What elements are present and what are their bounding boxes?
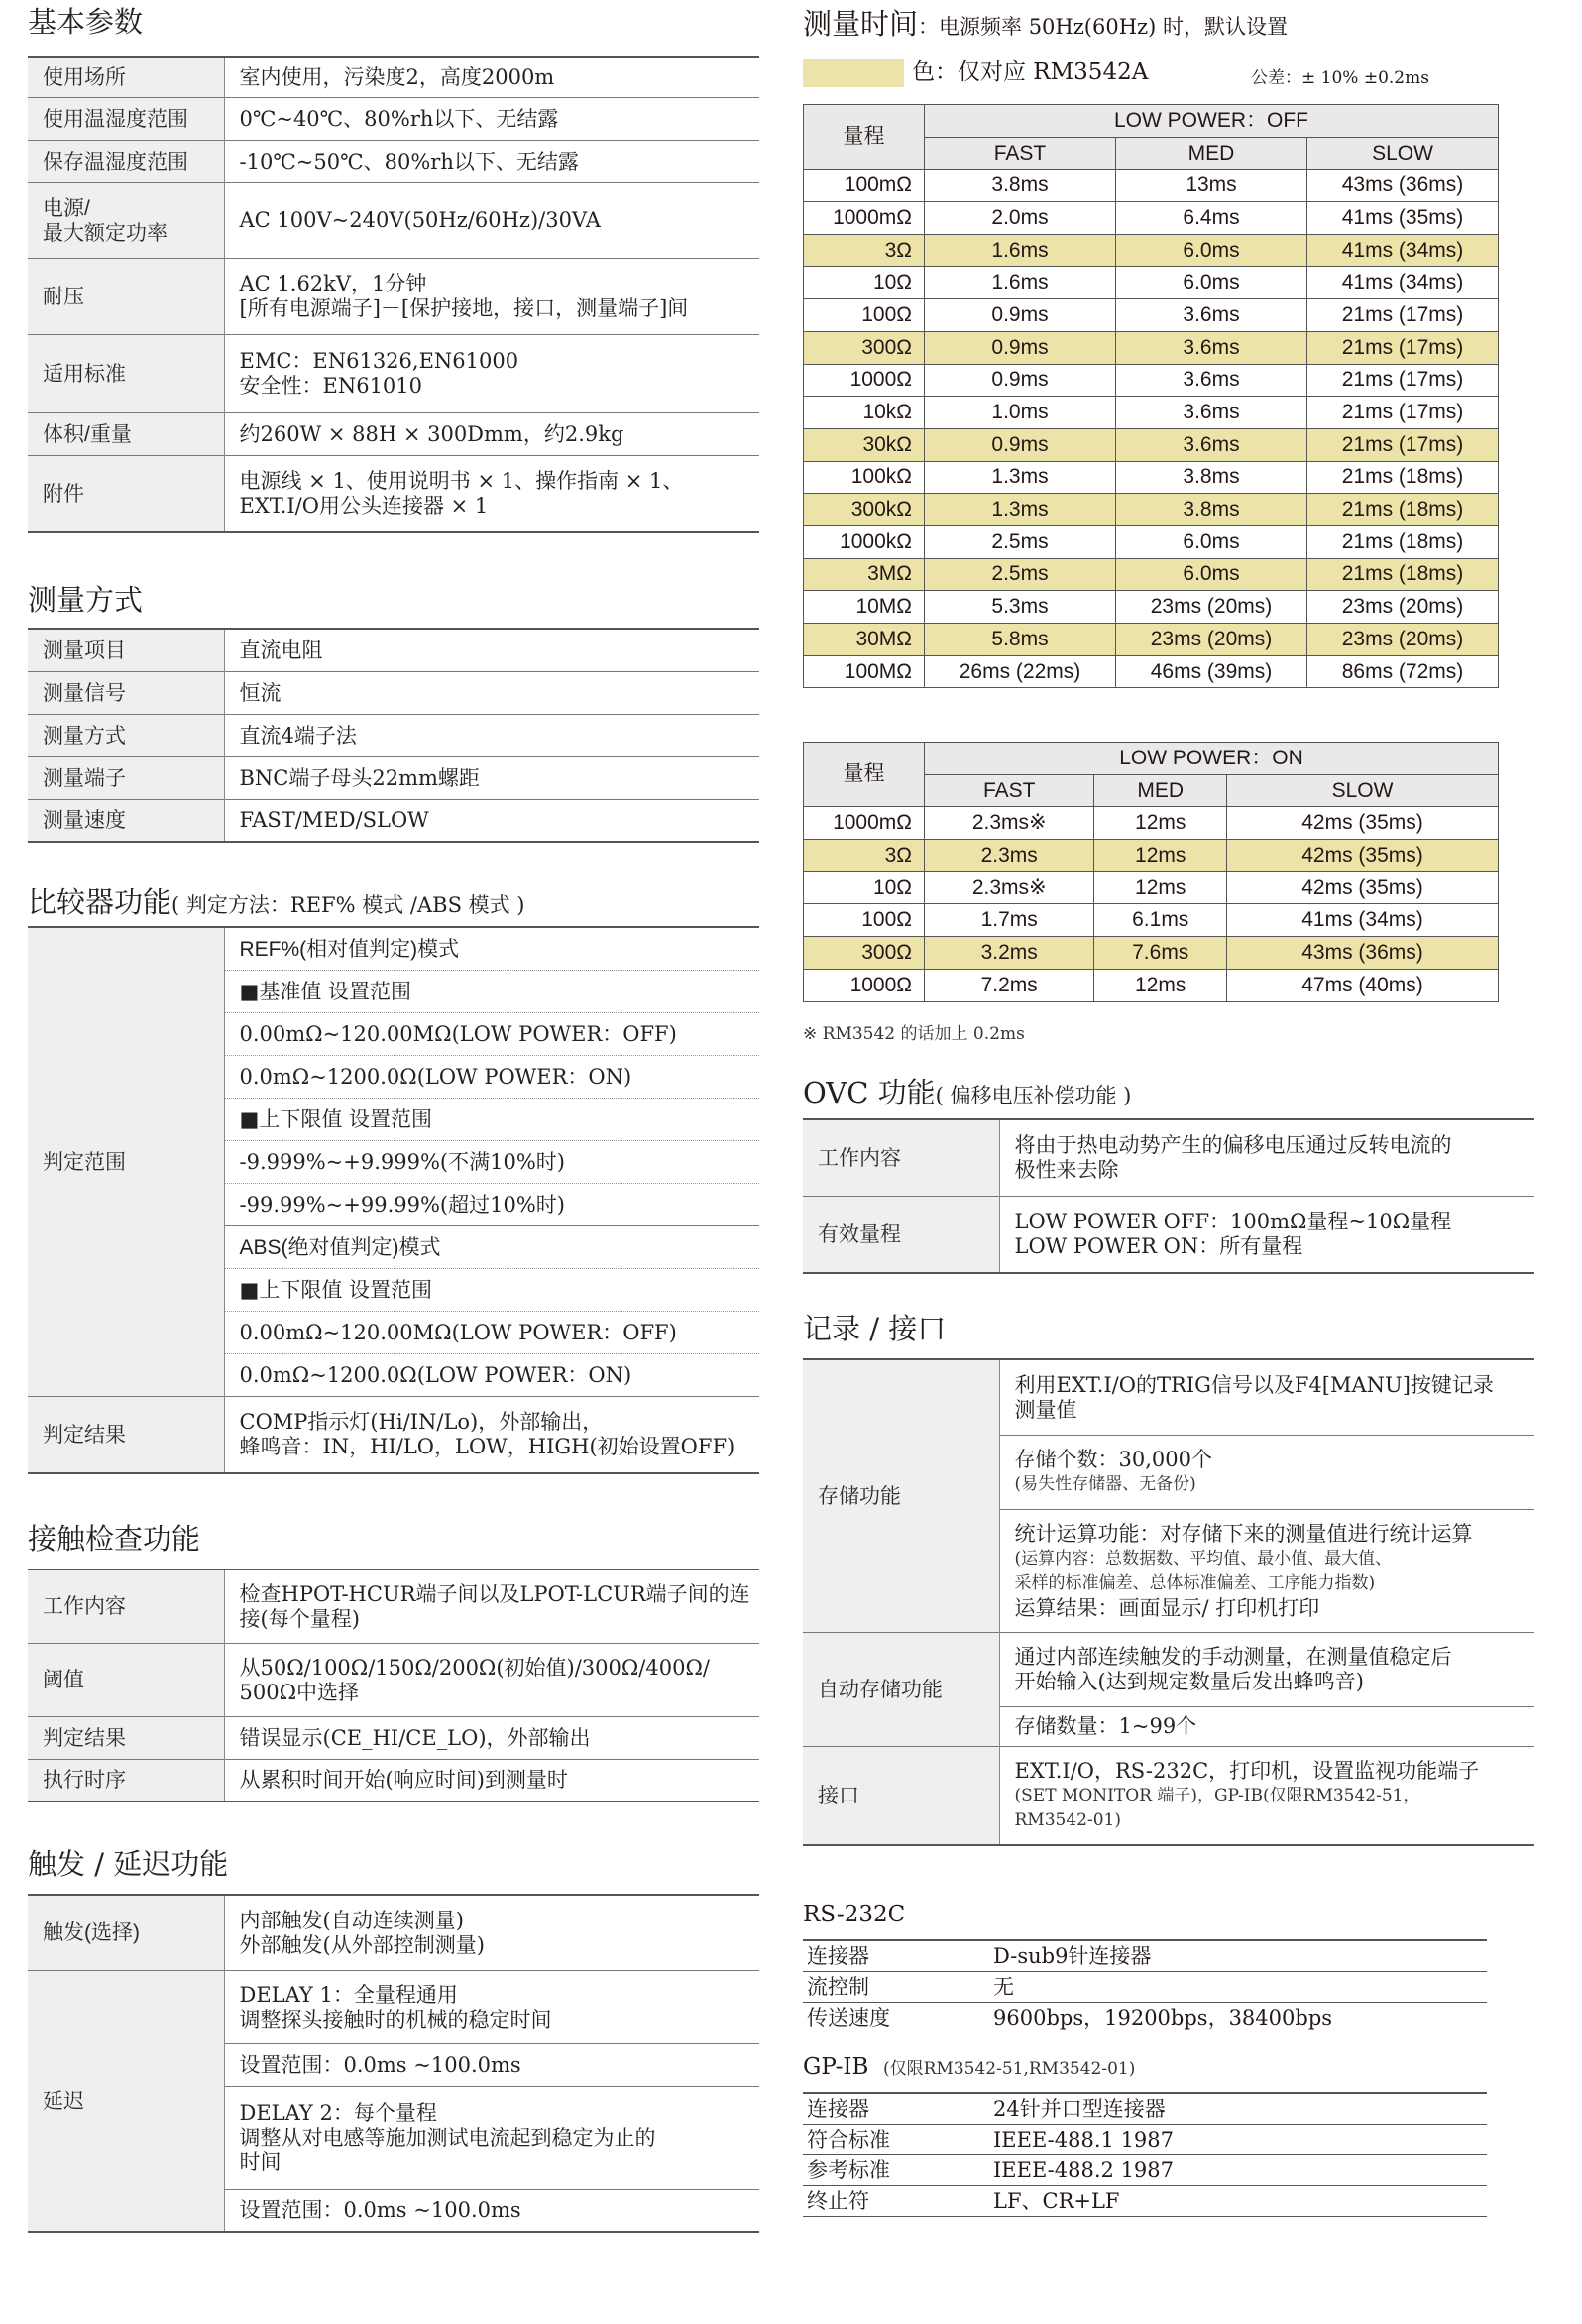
- row-label: 电源/ 最大额定功率: [28, 182, 224, 258]
- range-line: 0.0mΩ~1200.0Ω(LOW POWER：ON): [224, 1353, 759, 1396]
- time-cell: 41ms (34ms): [1227, 904, 1499, 937]
- section-title-comparator: 比较器功能( 判定方法：REF% 模式 /ABS 模式 ): [28, 885, 525, 919]
- time-cell: 6.1ms: [1094, 904, 1227, 937]
- row-value: AC 1.62kV，1分钟 [所有电源端子]－[保护接地，接口，测量端子]间: [224, 258, 759, 334]
- basic-params-section: [28, 0, 759, 533]
- timing-row: [804, 331, 1499, 364]
- timing-row: [804, 969, 1499, 1001]
- col-fast: FAST: [925, 137, 1116, 170]
- timing-table-on: [803, 742, 1499, 1002]
- time-cell: 21ms (17ms): [1307, 299, 1499, 332]
- range-cell: 10Ω: [804, 267, 925, 299]
- row-value: LOW POWER OFF：100mΩ量程~10Ω量程 LOW POWER ON：所有量程: [999, 1196, 1534, 1273]
- row-value: D-sub9针连接器: [989, 1940, 1487, 1972]
- row-label: 耐压: [28, 258, 224, 334]
- row-value: 从累积时间开始(响应时间)到测量时: [224, 1759, 759, 1801]
- section-title-trigger: 触发 / 延迟功能: [28, 1847, 229, 1881]
- row-value: 检查HPOT-HCUR端子间以及LPOT-LCUR端子间的连 接(每个量程): [239, 1581, 750, 1631]
- row-value: 内部触发(自动连续测量) 外部触发(从外部控制测量): [239, 1908, 485, 1957]
- ref-mode-heading: REF%(相对值判定)模式: [239, 937, 460, 961]
- row-label: 保存温湿度范围: [28, 140, 224, 182]
- row-value: DELAY 2：每个量程 调整从对电感等施加测试电流起到稳定为止的 时间: [224, 2086, 759, 2189]
- range-cell: 30kΩ: [804, 428, 925, 461]
- row-value: 利用EXT.I/O的TRIG信号以及F4[MANU]按键记录 测量值: [1014, 1372, 1494, 1422]
- contact-check-section: [28, 1517, 759, 1802]
- section-title-contact: 接触检查功能: [28, 1522, 201, 1556]
- range-cell: 3Ω: [804, 234, 925, 267]
- row-label: 延迟: [28, 1970, 224, 2232]
- time-cell: 2.3ms: [925, 840, 1094, 872]
- section-title-method: 测量方式: [28, 583, 144, 617]
- range-line: ■基准值 设置范围: [224, 970, 759, 1012]
- time-cell: 1.3ms: [925, 494, 1116, 526]
- time-cell: 3.8ms: [1116, 461, 1307, 494]
- time-cell: 6.4ms: [1116, 202, 1307, 235]
- range-cell: 10kΩ: [804, 397, 925, 429]
- row-value: 约260W × 88H × 300Dmm，约2.9kg: [224, 412, 759, 455]
- time-cell: 0.9ms: [925, 331, 1116, 364]
- time-cell: 6.0ms: [1116, 558, 1307, 591]
- trigger-table: [28, 1894, 759, 2233]
- row-value: 存储数量：1~99个: [999, 1706, 1534, 1746]
- row-value: IEEE-488.1 1987: [989, 2125, 1487, 2155]
- time-cell: 21ms (18ms): [1307, 558, 1499, 591]
- range-cell: 1000mΩ: [804, 807, 925, 840]
- row-value: IEEE-488.2 1987: [989, 2155, 1487, 2186]
- row-label: 测量速度: [28, 799, 224, 842]
- time-cell: 2.3ms※: [925, 872, 1094, 904]
- timing-footnote: ※ RM3542 的话加上 0.2ms: [803, 1024, 1025, 1044]
- timing-row: [804, 170, 1499, 202]
- time-cell: 3.6ms: [1116, 428, 1307, 461]
- time-cell: 1.7ms: [925, 904, 1094, 937]
- timing-row: [804, 202, 1499, 235]
- time-cell: 6.0ms: [1116, 267, 1307, 299]
- contact-table: [28, 1569, 759, 1802]
- gpib-table: [803, 2092, 1487, 2217]
- time-cell: 3.8ms: [925, 170, 1116, 202]
- time-cell: 0.9ms: [925, 428, 1116, 461]
- time-cell: 12ms: [1094, 840, 1227, 872]
- time-cell: 42ms (35ms): [1227, 807, 1499, 840]
- color-legend: [803, 54, 1534, 87]
- row-value: BNC端子母头22mm螺距: [224, 756, 759, 799]
- time-cell: 0.9ms: [925, 299, 1116, 332]
- time-cell: 23ms (20ms): [1307, 624, 1499, 656]
- comparator-section: [28, 880, 759, 1474]
- range-cell: 300Ω: [804, 937, 925, 970]
- col-fast: FAST: [925, 774, 1094, 807]
- timing-row: [804, 299, 1499, 332]
- rs232-section: [803, 1902, 1487, 2034]
- row-value: 24针并口型连接器: [989, 2093, 1487, 2125]
- row-value: COMP指示灯(Hi/IN/Lo)，外部输出， 蜂鸣音：IN，HI/LO，LOW，HIGH(初始设置OFF): [224, 1396, 759, 1473]
- row-value: 设置范围：0.0ms ~100.0ms: [224, 2189, 759, 2232]
- time-cell: 26ms (22ms): [925, 655, 1116, 688]
- time-cell: 42ms (35ms): [1227, 872, 1499, 904]
- time-cell: 1.6ms: [925, 267, 1116, 299]
- row-value: 室内使用，污染度2，高度2000m: [239, 64, 555, 89]
- time-cell: 2.5ms: [925, 558, 1116, 591]
- row-value: 存储个数：30,000个 (易失性存储器、无备份): [999, 1435, 1534, 1509]
- range-cell: 1000Ω: [804, 364, 925, 397]
- time-cell: 86ms (72ms): [1307, 655, 1499, 688]
- row-value: 9600bps，19200bps，38400bps: [989, 2003, 1487, 2034]
- method-section: [28, 578, 759, 843]
- row-value: 通过内部连续触发的手动测量，在测量值稳定后 开始输入(达到规定数量后发出蜂鸣音): [999, 1632, 1534, 1706]
- time-cell: 42ms (35ms): [1227, 840, 1499, 872]
- col-slow: SLOW: [1307, 137, 1499, 170]
- time-cell: 3.6ms: [1116, 364, 1307, 397]
- timing-row: [804, 397, 1499, 429]
- row-label: 连接器: [803, 1940, 989, 1972]
- timing-row: [804, 624, 1499, 656]
- range-cell: 10Ω: [804, 872, 925, 904]
- row-label: 适用标准: [28, 334, 224, 412]
- row-value: AC 100V~240V(50Hz/60Hz)/30VA: [224, 182, 759, 258]
- timing-note: ：电源频率 50Hz(60Hz) 时，默认设置: [918, 15, 1288, 39]
- section-title-record: 记录 / 接口: [803, 1312, 947, 1345]
- row-value: 错误显示(CE_HI/CE_LO)，外部输出: [224, 1716, 759, 1759]
- row-value: 统计运算功能：对存储下来的测量值进行统计运算 (运算内容：总数据数、平均值、最小值、最大值、 采样的标准偏差、总体标准偏差、工序能力指数) 运算结果：画面显示/ 打印机打印: [999, 1509, 1534, 1632]
- row-label: 存储功能: [803, 1359, 999, 1632]
- row-label: 测量项目: [28, 629, 224, 671]
- row-value: EMC：EN61326,EN61000 安全性：EN61010: [224, 334, 759, 412]
- row-label: 工作内容: [28, 1569, 224, 1643]
- time-cell: 6.0ms: [1116, 525, 1307, 558]
- row-label: 使用场所: [28, 57, 224, 97]
- section-title-rs232: RS-232C: [803, 1902, 906, 1927]
- range-cell: 30MΩ: [804, 624, 925, 656]
- time-cell: 2.0ms: [925, 202, 1116, 235]
- row-value: 恒流: [224, 671, 759, 714]
- range-cell: 300kΩ: [804, 494, 925, 526]
- range-cell: 1000mΩ: [804, 202, 925, 235]
- row-label: 阈值: [28, 1643, 224, 1716]
- basic-params-table: [28, 56, 759, 533]
- timing-row: [804, 428, 1499, 461]
- row-label: 判定结果: [28, 1396, 224, 1473]
- timing-row: [804, 494, 1499, 526]
- row-label: 测量方式: [28, 714, 224, 756]
- highlight-swatch: [803, 59, 904, 87]
- row-label: 符合标准: [803, 2125, 989, 2155]
- range-line: -99.99%~+99.99%(超过10%时): [224, 1183, 759, 1225]
- range-cell: 1000kΩ: [804, 525, 925, 558]
- row-label: 测量端子: [28, 756, 224, 799]
- record-section: [803, 1307, 1534, 1846]
- time-cell: 5.8ms: [925, 624, 1116, 656]
- trigger-section: [28, 1842, 759, 2233]
- row-label: 测量信号: [28, 671, 224, 714]
- row-value: 将由于热电动势产生的偏移电压通过反转电流的 极性来去除: [1014, 1133, 1452, 1183]
- row-label: 接口: [803, 1746, 999, 1845]
- time-cell: 41ms (35ms): [1307, 202, 1499, 235]
- ovc-table: [803, 1118, 1534, 1274]
- row-value: 电源线 × 1、使用说明书 × 1、操作指南 × 1、 EXT.I/O用公头连接器 × 1: [224, 455, 759, 532]
- range-cell: 300Ω: [804, 331, 925, 364]
- time-cell: 12ms: [1094, 807, 1227, 840]
- timing-row: [804, 364, 1499, 397]
- range-header: 量程: [804, 105, 925, 170]
- timing-header: [803, 2, 1534, 43]
- range-line: ■上下限值 设置范围: [224, 1098, 759, 1140]
- row-value: DELAY 1：全量程通用 调整探头接触时的机械的稳定时间: [224, 1970, 759, 2043]
- time-cell: 47ms (40ms): [1227, 969, 1499, 1001]
- time-cell: 2.5ms: [925, 525, 1116, 558]
- row-value: 直流4端子法: [224, 714, 759, 756]
- section-title-timing: 测量时间: [803, 7, 919, 41]
- timing-row: [804, 937, 1499, 970]
- gpib-section: [803, 2054, 1487, 2217]
- col-med: MED: [1094, 774, 1227, 807]
- time-cell: 2.3ms※: [925, 807, 1094, 840]
- time-cell: 1.6ms: [925, 234, 1116, 267]
- time-cell: 23ms (20ms): [1307, 591, 1499, 624]
- row-label: 体积/重量: [28, 412, 224, 455]
- row-label: 判定结果: [28, 1716, 224, 1759]
- low-power-on-header: LOW POWER：ON: [925, 743, 1499, 775]
- time-cell: 12ms: [1094, 969, 1227, 1001]
- timing-row: [804, 461, 1499, 494]
- method-table: [28, 628, 759, 843]
- timing-row: [804, 234, 1499, 267]
- range-cell: 100mΩ: [804, 170, 925, 202]
- timing-row: [804, 525, 1499, 558]
- row-label: 传送速度: [803, 2003, 989, 2034]
- timing-row: [804, 655, 1499, 688]
- row-label: 终止符: [803, 2186, 989, 2217]
- row-value: EXT.I/O，RS-232C，打印机，设置监视功能端子 (SET MONITOR 端子)，GP-IB(仅限RM3542-51， RM3542-01): [999, 1746, 1534, 1845]
- row-value: 从50Ω/100Ω/150Ω/200Ω(初始值)/300Ω/400Ω/ 500Ω中选择: [224, 1643, 759, 1716]
- row-label: 附件: [28, 455, 224, 532]
- row-value: 无: [989, 1972, 1487, 2003]
- time-cell: 6.0ms: [1116, 234, 1307, 267]
- col-slow: SLOW: [1227, 774, 1499, 807]
- timing-row: [804, 267, 1499, 299]
- timing-row: [804, 872, 1499, 904]
- row-label: 自动存储功能: [803, 1632, 999, 1746]
- section-title-ovc: OVC 功能( 偏移电压补偿功能 ): [803, 1076, 1132, 1109]
- row-label: 连接器: [803, 2093, 989, 2125]
- row-value: LF、CR+LF: [989, 2186, 1487, 2217]
- time-cell: 43ms (36ms): [1307, 170, 1499, 202]
- timing-row: [804, 904, 1499, 937]
- row-value: 直流电阻: [239, 638, 323, 662]
- range-header: 量程: [804, 743, 925, 807]
- time-cell: 21ms (18ms): [1307, 525, 1499, 558]
- row-label: 执行时序: [28, 1759, 224, 1801]
- timing-row: [804, 807, 1499, 840]
- time-cell: 21ms (18ms): [1307, 494, 1499, 526]
- rs232-table: [803, 1939, 1487, 2034]
- range-cell: 100Ω: [804, 904, 925, 937]
- row-label: 工作内容: [803, 1119, 999, 1196]
- color-note: 色：仅对应 RM3542A: [912, 59, 1149, 85]
- time-cell: 21ms (17ms): [1307, 331, 1499, 364]
- time-cell: 3.6ms: [1116, 299, 1307, 332]
- time-cell: 23ms (20ms): [1116, 624, 1307, 656]
- low-power-off-header: LOW POWER：OFF: [925, 105, 1499, 138]
- row-value: FAST/MED/SLOW: [224, 799, 759, 842]
- range-cell: 100MΩ: [804, 655, 925, 688]
- time-cell: 43ms (36ms): [1227, 937, 1499, 970]
- comparator-table: [28, 926, 759, 1474]
- row-label: 判定范围: [28, 927, 224, 1396]
- timing-row: [804, 558, 1499, 591]
- range-line: 0.0mΩ~1200.0Ω(LOW POWER：ON): [224, 1055, 759, 1098]
- time-cell: 1.3ms: [925, 461, 1116, 494]
- tolerance-note: 公差：± 10% ±0.2ms: [1251, 68, 1429, 88]
- time-cell: 0.9ms: [925, 364, 1116, 397]
- time-cell: 23ms (20ms): [1116, 591, 1307, 624]
- range-line: -9.999%~+9.999%(不满10%时): [224, 1140, 759, 1183]
- row-label: 有效量程: [803, 1196, 999, 1273]
- range-cell: 3Ω: [804, 840, 925, 872]
- col-med: MED: [1116, 137, 1307, 170]
- row-value: -10℃~50℃、80%rh以下、无结露: [224, 140, 759, 182]
- timing-row: [804, 591, 1499, 624]
- section-title-basic: 基本参数: [28, 5, 144, 39]
- timing-table-off: [803, 104, 1499, 688]
- time-cell: 12ms: [1094, 872, 1227, 904]
- time-cell: 41ms (34ms): [1307, 234, 1499, 267]
- time-cell: 1.0ms: [925, 397, 1116, 429]
- time-cell: 13ms: [1116, 170, 1307, 202]
- range-cell: 100Ω: [804, 299, 925, 332]
- time-cell: 7.6ms: [1094, 937, 1227, 970]
- time-cell: 41ms (34ms): [1307, 267, 1499, 299]
- record-table: [803, 1358, 1534, 1846]
- row-value: 设置范围：0.0ms ~100.0ms: [224, 2043, 759, 2086]
- time-cell: 3.6ms: [1116, 331, 1307, 364]
- time-cell: 21ms (17ms): [1307, 397, 1499, 429]
- range-cell: 1000Ω: [804, 969, 925, 1001]
- section-title-gpib: GP-IB (仅限RM3542-51,RM3542-01): [803, 2054, 1136, 2080]
- time-cell: 21ms (17ms): [1307, 428, 1499, 461]
- time-cell: 3.6ms: [1116, 397, 1307, 429]
- row-value: 0℃~40℃、80%rh以下、无结露: [224, 97, 759, 140]
- time-cell: 21ms (18ms): [1307, 461, 1499, 494]
- time-cell: 3.2ms: [925, 937, 1094, 970]
- range-line: 0.00mΩ~120.00MΩ(LOW POWER：OFF): [224, 1311, 759, 1353]
- time-cell: 21ms (17ms): [1307, 364, 1499, 397]
- time-cell: 3.8ms: [1116, 494, 1307, 526]
- range-cell: 100kΩ: [804, 461, 925, 494]
- ovc-section: [803, 1071, 1534, 1274]
- range-cell: 10MΩ: [804, 591, 925, 624]
- row-label: 流控制: [803, 1972, 989, 2003]
- abs-mode-heading: ABS(绝对值判定)模式: [224, 1225, 759, 1268]
- row-label: 使用温湿度范围: [28, 97, 224, 140]
- time-cell: 7.2ms: [925, 969, 1094, 1001]
- range-cell: 3MΩ: [804, 558, 925, 591]
- time-cell: 46ms (39ms): [1116, 655, 1307, 688]
- range-line: ■上下限值 设置范围: [224, 1268, 759, 1311]
- row-label: 参考标准: [803, 2155, 989, 2186]
- timing-row: [804, 840, 1499, 872]
- time-cell: 5.3ms: [925, 591, 1116, 624]
- range-line: 0.00mΩ~120.00MΩ(LOW POWER：OFF): [224, 1012, 759, 1055]
- row-label: 触发(选择): [28, 1895, 224, 1970]
